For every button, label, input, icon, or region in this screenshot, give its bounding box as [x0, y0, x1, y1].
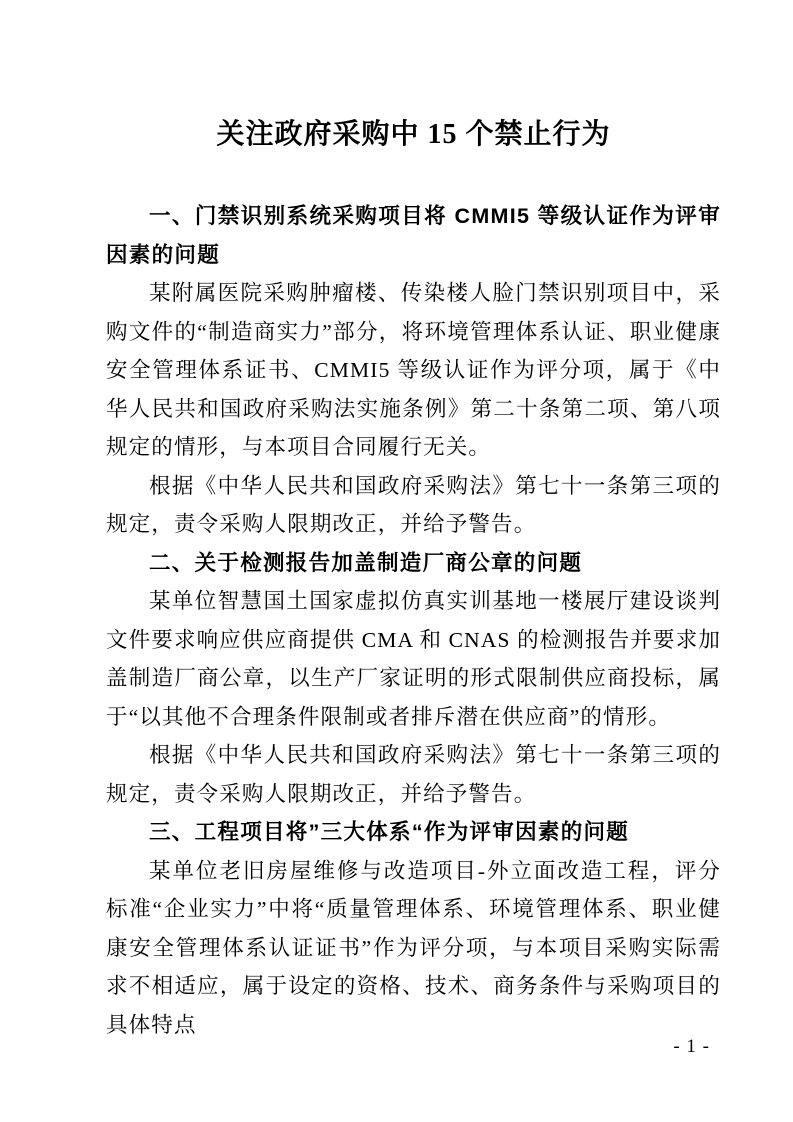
section-3-paragraph-1: 某单位老旧房屋维修与改造项目-外立面改造工程，评分标准“企业实力”中将“质量管理体系、环境管理体系、职业健康安全管理体系认证证书”作为评分项，与本项目采购实际需求不相适应，属于设定的资格、技术、商务条件与采购项目的具体特点	[106, 858, 721, 1037]
section-1-paragraph-2: 根据《中华人民共和国政府采购法》第七十一条第三项的规定，责令采购人限期改正，并给予警告。	[106, 473, 721, 536]
section-3-heading: 三、工程项目将”三大体系“作为评审因素的问题	[149, 820, 630, 844]
section-2-paragraph-1: 某单位智慧国土国家虚拟仿真实训基地一楼展厅建设谈判文件要求响应供应商提供 CMA 和 CNAS 的检测报告并要求加盖制造厂商公章，以生产厂家证明的形式限制供应商投标，属于“以其他不合理条件限制或者排斥潜在供应商”的情形。	[106, 589, 721, 729]
section-1-heading: 一、门禁识别系统采购项目将 CMMI5 等级认证作为评审因素的问题	[106, 204, 721, 267]
document-title: 关注政府采购中 15 个禁止行为	[216, 119, 611, 150]
section-1-paragraph-1: 某附属医院采购肿瘤楼、传染楼人脸门禁识别项目中，采购文件的“制造商实力”部分，将环境管理体系认证、职业健康安全管理体系证书、CMMI5 等级认证作为评分项，属于《中华人民共和国政府采购法实施条例》第二十条第二项、第八项规定的情形，与本项目合同履行无关。	[106, 281, 721, 459]
page-number: - 1 -	[673, 1036, 710, 1057]
section-2-heading: 二、关于检测报告加盖制造厂商公章的问题	[149, 550, 583, 575]
section-2-paragraph-2: 根据《中华人民共和国政府采购法》第七十一条第三项的规定，责令采购人限期改正，并给予警告。	[106, 743, 721, 806]
